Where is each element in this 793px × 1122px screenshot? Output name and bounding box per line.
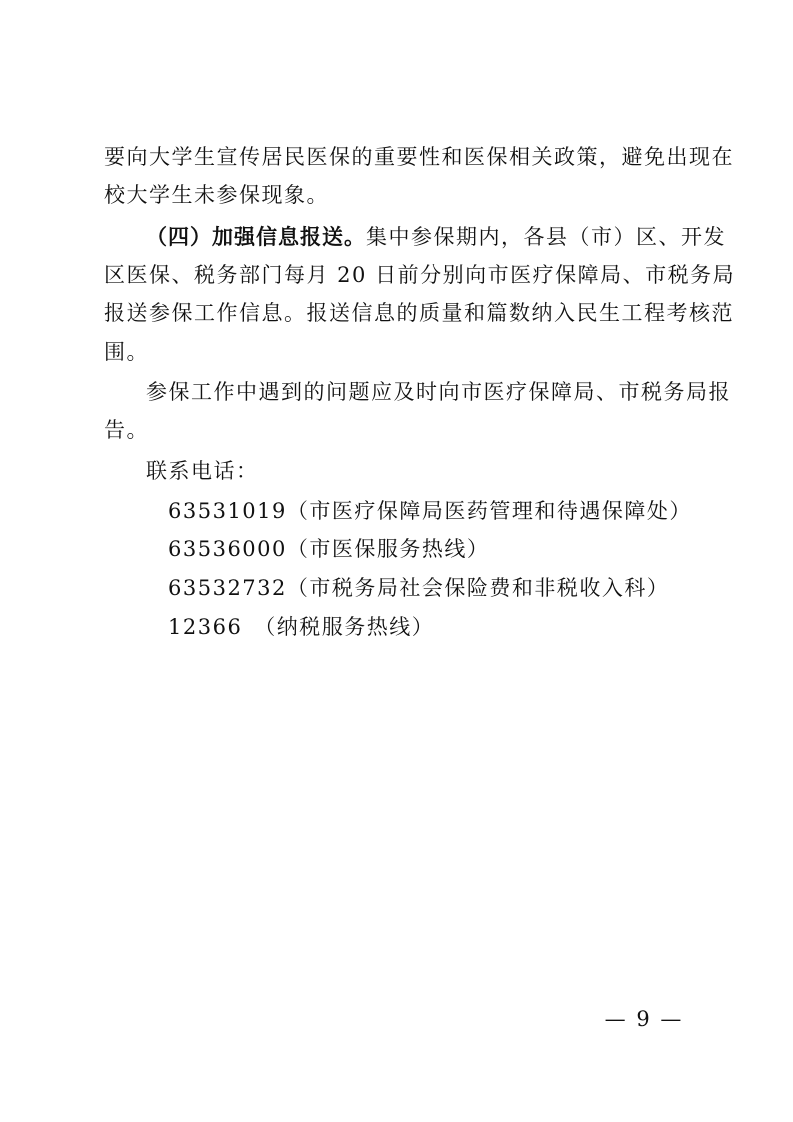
section-4-heading: （四）加强信息报送。 xyxy=(146,224,366,249)
paragraph-line: 要向大学生宣传居民医保的重要性和医保相关政策，避免出现在 xyxy=(104,145,734,169)
paragraph-line: 区医保、税务部门每月 20 日前分别向市医疗保障局、市税务局 xyxy=(104,263,736,287)
paragraph-line: 报送参保工作信息。报送信息的质量和篇数纳入民生工程考核范 xyxy=(104,301,734,325)
paragraph-line: 围。 xyxy=(104,340,149,364)
contact-line: 63536000（市医保服务热线） xyxy=(168,537,490,561)
report-paragraph-line: 参保工作中遇到的问题应及时向市医疗保障局、市税务局报 xyxy=(146,380,731,404)
contact-line: 63531019（市医疗保障局医药管理和待遇保障处） xyxy=(168,499,692,523)
paragraph-line: 校大学生未参保现象。 xyxy=(104,183,329,207)
contact-line: 12366 （纳税服务热线） xyxy=(168,615,435,639)
section-4-text: 集中参保期内，各县（市）区、开发 xyxy=(366,225,726,249)
report-paragraph-line: 告。 xyxy=(104,418,149,442)
section-4-first-line xyxy=(146,222,746,252)
page-number: — 9 — xyxy=(604,1007,684,1031)
contact-line: 63532732（市税务局社会保险费和非税收入科） xyxy=(168,576,670,600)
contact-label: 联系电话： xyxy=(146,459,259,483)
